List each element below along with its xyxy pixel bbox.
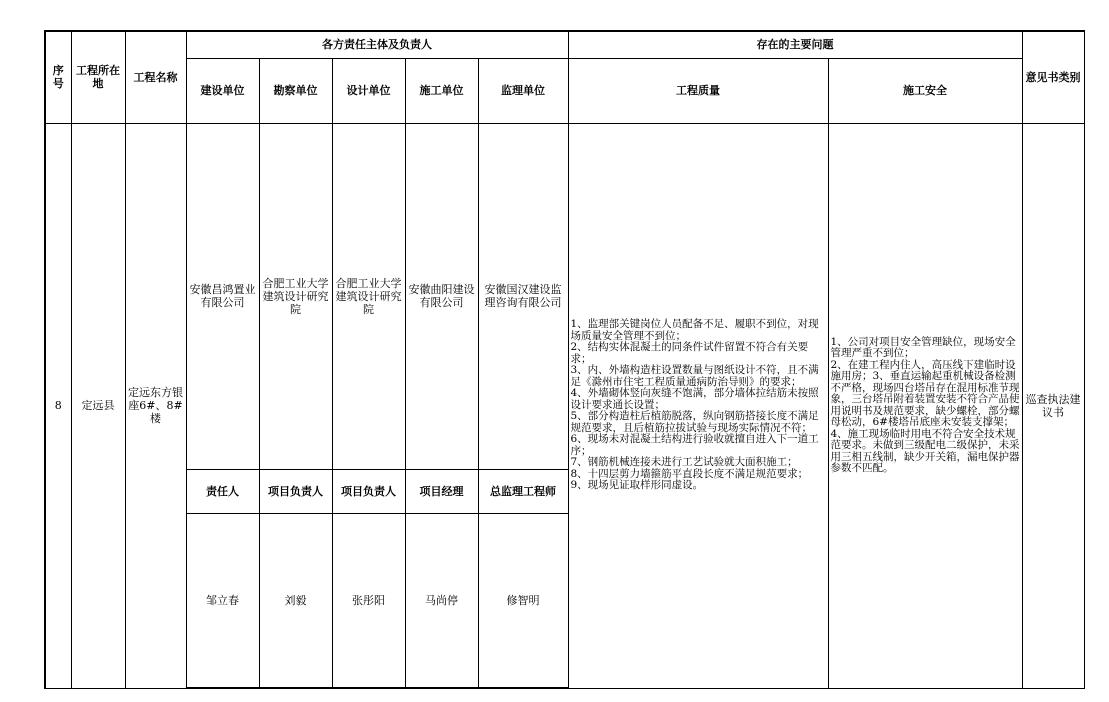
quality-issue-1: 1、监理部关键岗位人员配备不足、履职不到位，对现场质量安全管理不到位； — [570, 318, 819, 342]
record-project: 定远东方银座6#、8#楼 — [125, 123, 186, 688]
safety-issues-list — [831, 337, 1020, 475]
quality-issues-list — [571, 319, 826, 492]
quality-issue-4: 4、外墙砌体竖向灰缝不饱满，部分墙体拉结筋未按照设计要求通长设置； — [570, 387, 819, 411]
header-design-unit: 设计单位 — [332, 58, 405, 123]
safety-issue-1: 1、公司对项目安全管理缺位，现场安全管理严重不到位； — [830, 335, 1016, 359]
record-opinion-type: 巡查执法建议书 — [1022, 123, 1084, 688]
supervision-unit-name: 安徽国汉建设监理咨询有限公司 — [478, 123, 568, 469]
builder-unit-name: 安徽曲阳建设有限公司 — [405, 123, 478, 469]
header-quality: 工程质量 — [568, 58, 828, 123]
header-builder-unit: 施工单位 — [405, 58, 478, 123]
header-construction-unit: 建设单位 — [186, 58, 259, 123]
person-design: 张彤阳 — [332, 513, 405, 688]
quality-issue-9: 9、现场见证取样形同虚设。 — [570, 479, 704, 492]
role-design: 项目负责人 — [332, 469, 405, 513]
header-location: 工程所在地 — [71, 31, 125, 123]
role-survey: 项目负责人 — [259, 469, 332, 513]
person-supervision: 修智明 — [478, 513, 568, 688]
inspection-table — [44, 30, 1085, 689]
quality-issue-6: 6、现场未对混凝土结构进行验收就擅自进入下一道工序； — [570, 433, 819, 457]
quality-issue-8: 8、十四层剪力墙箍筋平直段长度不满足规范要求； — [570, 467, 809, 480]
header-seq: 序号 — [45, 31, 71, 123]
safety-issue-3: 4、施工现场临时用电不符合安全技术规范要求。未做到三级配电二级保护，未采用三相五线制，缺少开关箱，漏电保护器参数不匹配。 — [830, 427, 1020, 474]
header-supervision-unit: 监理单位 — [478, 58, 568, 123]
record-seq: 8 — [45, 123, 71, 688]
role-construction: 责任人 — [186, 469, 259, 513]
header-survey-unit: 勘察单位 — [259, 58, 332, 123]
quality-issue-2: 2、结构实体混凝土的同条件试件留置不符合有关要求； — [570, 341, 809, 365]
person-builder: 马尚停 — [405, 513, 478, 688]
record-location: 定远县 — [71, 123, 125, 688]
quality-issue-7: 7、钢筋机械连接未进行工艺试验就大面积施工； — [570, 456, 798, 469]
person-survey: 刘毅 — [259, 513, 332, 688]
design-unit-name: 合肥工业大学建筑设计研究院 — [332, 123, 405, 469]
survey-unit-name: 合肥工业大学建筑设计研究院 — [259, 123, 332, 469]
header-issues-group: 存在的主要问题 — [568, 31, 1022, 58]
construction-unit-name: 安徽昌鸿置业有限公司 — [186, 123, 259, 469]
person-construction: 邹立春 — [186, 513, 259, 688]
quality-issue-5: 5、部分构造柱后植筋脱落，纵向钢筋搭接长度不满足规范要求，且后植筋拉拔试验与现场实际情况不符； — [570, 410, 819, 434]
quality-issue-3: 3、内、外墙构造柱设置数量与图纸设计不符，且不满足《滁州市住宅工程质量通病防治导则》的要求； — [570, 364, 819, 388]
quality-issues-cell — [568, 123, 828, 688]
header-safety: 施工安全 — [828, 58, 1022, 123]
header-parties-group: 各方责任主体及负责人 — [186, 31, 568, 58]
safety-issue-2: 2、在建工程内住人，高压线下建临时设施用房；3、垂直运输起重机械设备检测不严格，现场四台塔吊存在混用标准节现象，三台塔吊附着装置安装不符合产品使用说明书及规范要求，缺少螺栓，部分螺母松动，6#楼塔吊底座未安装支撑架； — [830, 358, 1020, 428]
header-project: 工程名称 — [125, 31, 186, 123]
role-supervision: 总监理工程师 — [478, 469, 568, 513]
role-builder: 项目经理 — [405, 469, 478, 513]
header-opinion-type: 意见书类别 — [1022, 31, 1084, 123]
safety-issues-cell — [828, 123, 1022, 688]
